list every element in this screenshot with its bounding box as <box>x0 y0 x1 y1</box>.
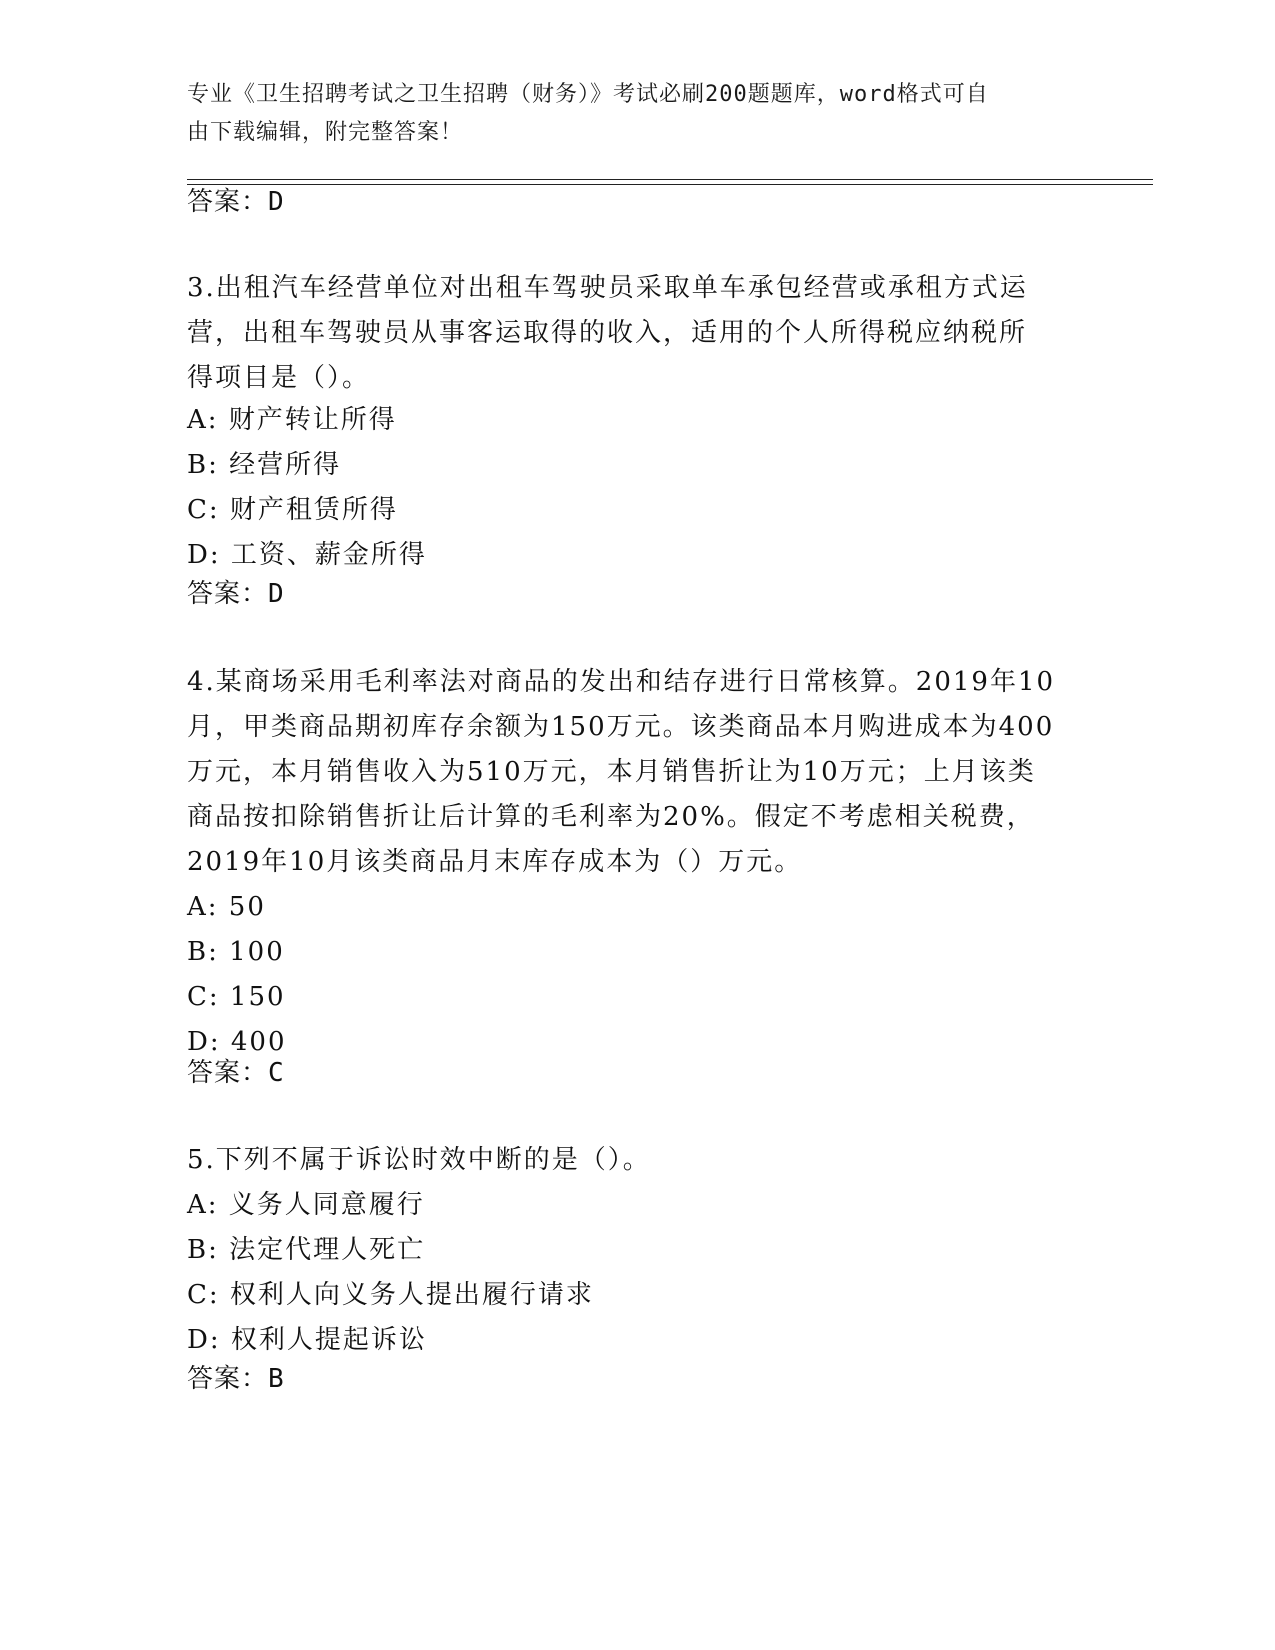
question-text-line: 4.某商场采用毛利率法对商品的发出和结存进行日常核算。2019年10 <box>187 667 1056 697</box>
question-text-line: 3.出租汽车经营单位对出租车驾驶员采取单车承包经营或承租方式运 <box>187 273 1028 303</box>
option-d: D: 400 <box>187 1027 287 1057</box>
answer-4: 答案：C <box>187 1058 285 1088</box>
answer-3: 答案：D <box>187 579 285 609</box>
option-c: C: 权利人向义务人提出履行请求 <box>187 1280 594 1310</box>
answer-5: 答案：B <box>187 1364 285 1394</box>
question-text-line: 5.下列不属于诉讼时效中断的是（）。 <box>187 1145 651 1175</box>
option-d: D: 权利人提起诉讼 <box>187 1325 427 1355</box>
option-a: A: 50 <box>187 892 266 922</box>
question-text-line: 2019年10月该类商品月末库存成本为（）万元。 <box>187 847 803 877</box>
option-d: D: 工资、薪金所得 <box>187 540 427 570</box>
option-b: B: 100 <box>187 937 285 967</box>
header-line-1: 专业《卫生招聘考试之卫生招聘（财务）》考试必刷200题题库，word格式可自 <box>187 82 989 107</box>
option-a: A: 义务人同意履行 <box>187 1190 425 1220</box>
question-text-line: 万元，本月销售收入为510万元，本月销售折让为10万元；上月该类 <box>187 757 1036 787</box>
option-b: B: 经营所得 <box>187 450 342 480</box>
page-header <box>187 76 1067 152</box>
question-text-line: 月，甲类商品期初库存余额为150万元。该类商品本月购进成本为400 <box>187 712 1055 742</box>
answer-previous: 答案：D <box>187 187 285 217</box>
question-text-line: 商品按扣除销售折让后计算的毛利率为20%。假定不考虑相关税费， <box>187 802 1035 832</box>
header-rule-top <box>187 179 1153 180</box>
option-c: C: 财产租赁所得 <box>187 495 398 525</box>
option-b: B: 法定代理人死亡 <box>187 1235 426 1265</box>
header-rule-bottom <box>187 184 1153 185</box>
question-text-line: 营，出租车驾驶员从事客运取得的收入，适用的个人所得税应纳税所 <box>187 318 1028 348</box>
question-text-line: 得项目是（）。 <box>187 363 371 393</box>
question-3 <box>187 266 1087 578</box>
option-a: A: 财产转让所得 <box>187 405 397 435</box>
option-c: C: 150 <box>187 982 286 1012</box>
header-line-2: 由下载编辑，附完整答案！ <box>187 120 464 145</box>
question-4 <box>187 660 1087 1065</box>
question-5 <box>187 1138 1087 1363</box>
